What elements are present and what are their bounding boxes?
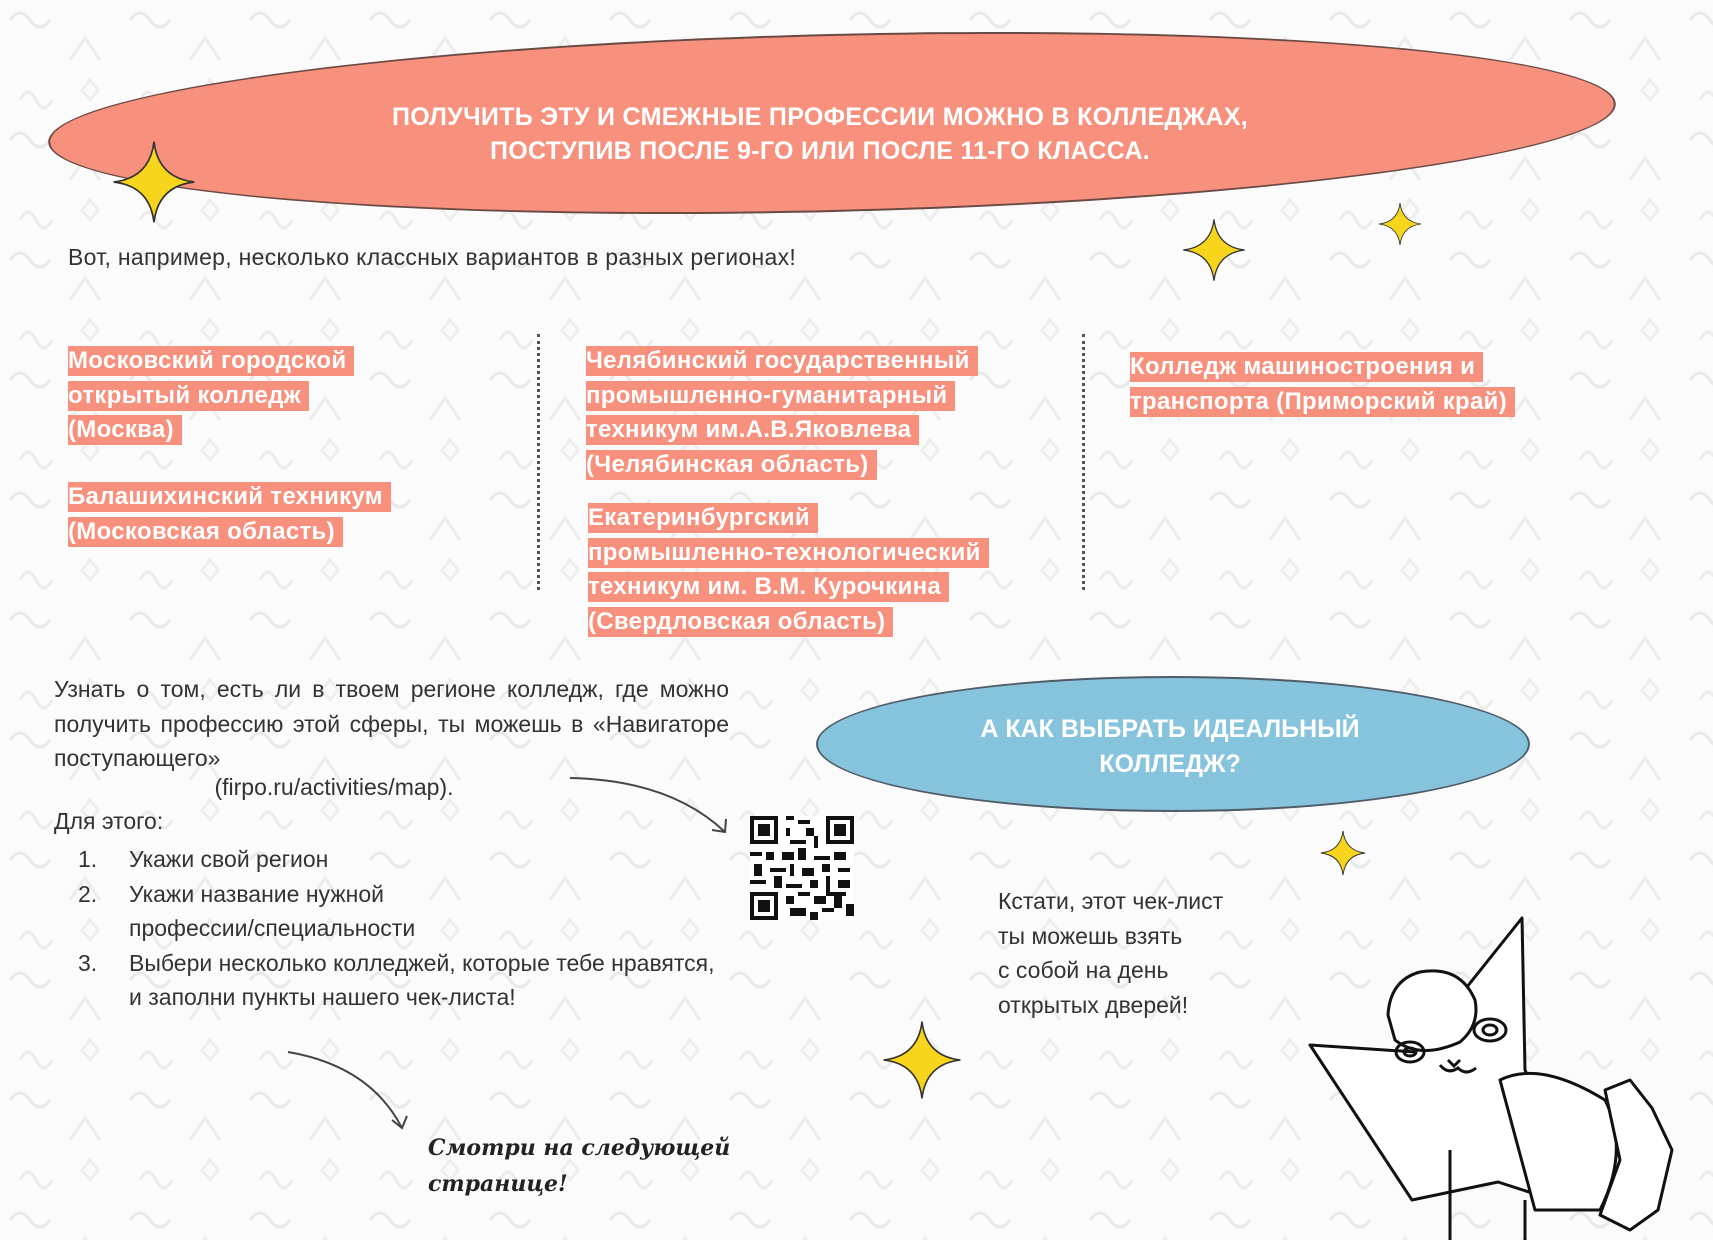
column-divider: [537, 334, 540, 590]
college-balashikha: Балашихинский техникум (Московская область): [68, 480, 498, 549]
header-line-1: ПОЛУЧИТЬ ЭТУ И СМЕЖНЫЕ ПРОФЕССИИ МОЖНО В КОЛЛЕДЖАХ,: [391, 103, 1248, 131]
college-ekaterinburg: Екатеринбургский промышленно-технологический техникум им. В.М. Курочкина (Свердловская область): [588, 501, 1058, 639]
steps-list: [54, 842, 744, 1015]
list-item: 3. Выбери несколько колледжей, которые тебе нравятся, и заполни пункты нашего чек-листа!: [78, 949, 715, 1010]
intro-text: Вот, например, несколько классных вариантов в разных регионах!: [68, 244, 797, 270]
side-note: Кстати, этот чек-лист ты можешь взять с собой на день открытых дверей!: [998, 888, 1224, 1018]
navigator-url: (firpo.ru/activities/map).: [214, 774, 454, 800]
college-chelyabinsk: Челябинский государственный промышленно-гуманитарный техникум им.А.В.Яковлева (Челябинская область): [586, 344, 1056, 482]
star-icon: [882, 1020, 962, 1100]
star-icon: [1182, 218, 1246, 282]
qr-code[interactable]: [750, 816, 854, 920]
star-icon: [112, 140, 196, 224]
list-item: 1. Укажи свой регион: [78, 846, 329, 872]
header-title: [200, 100, 1440, 168]
list-item: 2. Укажи название нужной профессии/специальности: [78, 880, 416, 941]
navigator-paragraph: Узнать о том, есть ли в твоем регионе колледж, где можно получить профессию этой сферы, ты можешь в «Навигаторе поступающего»: [54, 676, 729, 771]
star-icon: [1378, 202, 1422, 246]
header-line-2: ПОСТУПИВ ПОСЛЕ 9-ГО ИЛИ ПОСЛЕ 11-ГО КЛАССА.: [489, 137, 1151, 165]
callout-title: А КАК ВЫБРАТЬ ИДЕАЛЬНЫЙ КОЛЛЕДЖ?: [980, 715, 1360, 778]
column-divider: [1082, 334, 1085, 590]
for-this-label: Для этого:: [54, 808, 164, 834]
cat-illustration: [1300, 910, 1713, 1240]
college-primorsky: Колледж машиностроения и транспорта (Приморский край): [1130, 350, 1610, 419]
star-icon: [1320, 830, 1366, 876]
college-moscow-open: Московский городской открытый колледж (Москва): [68, 344, 498, 448]
next-page-note: Смотри на следующей страницe!: [428, 1135, 731, 1197]
arrow-icon: [280, 1046, 420, 1136]
arrow-icon: [560, 770, 740, 842]
